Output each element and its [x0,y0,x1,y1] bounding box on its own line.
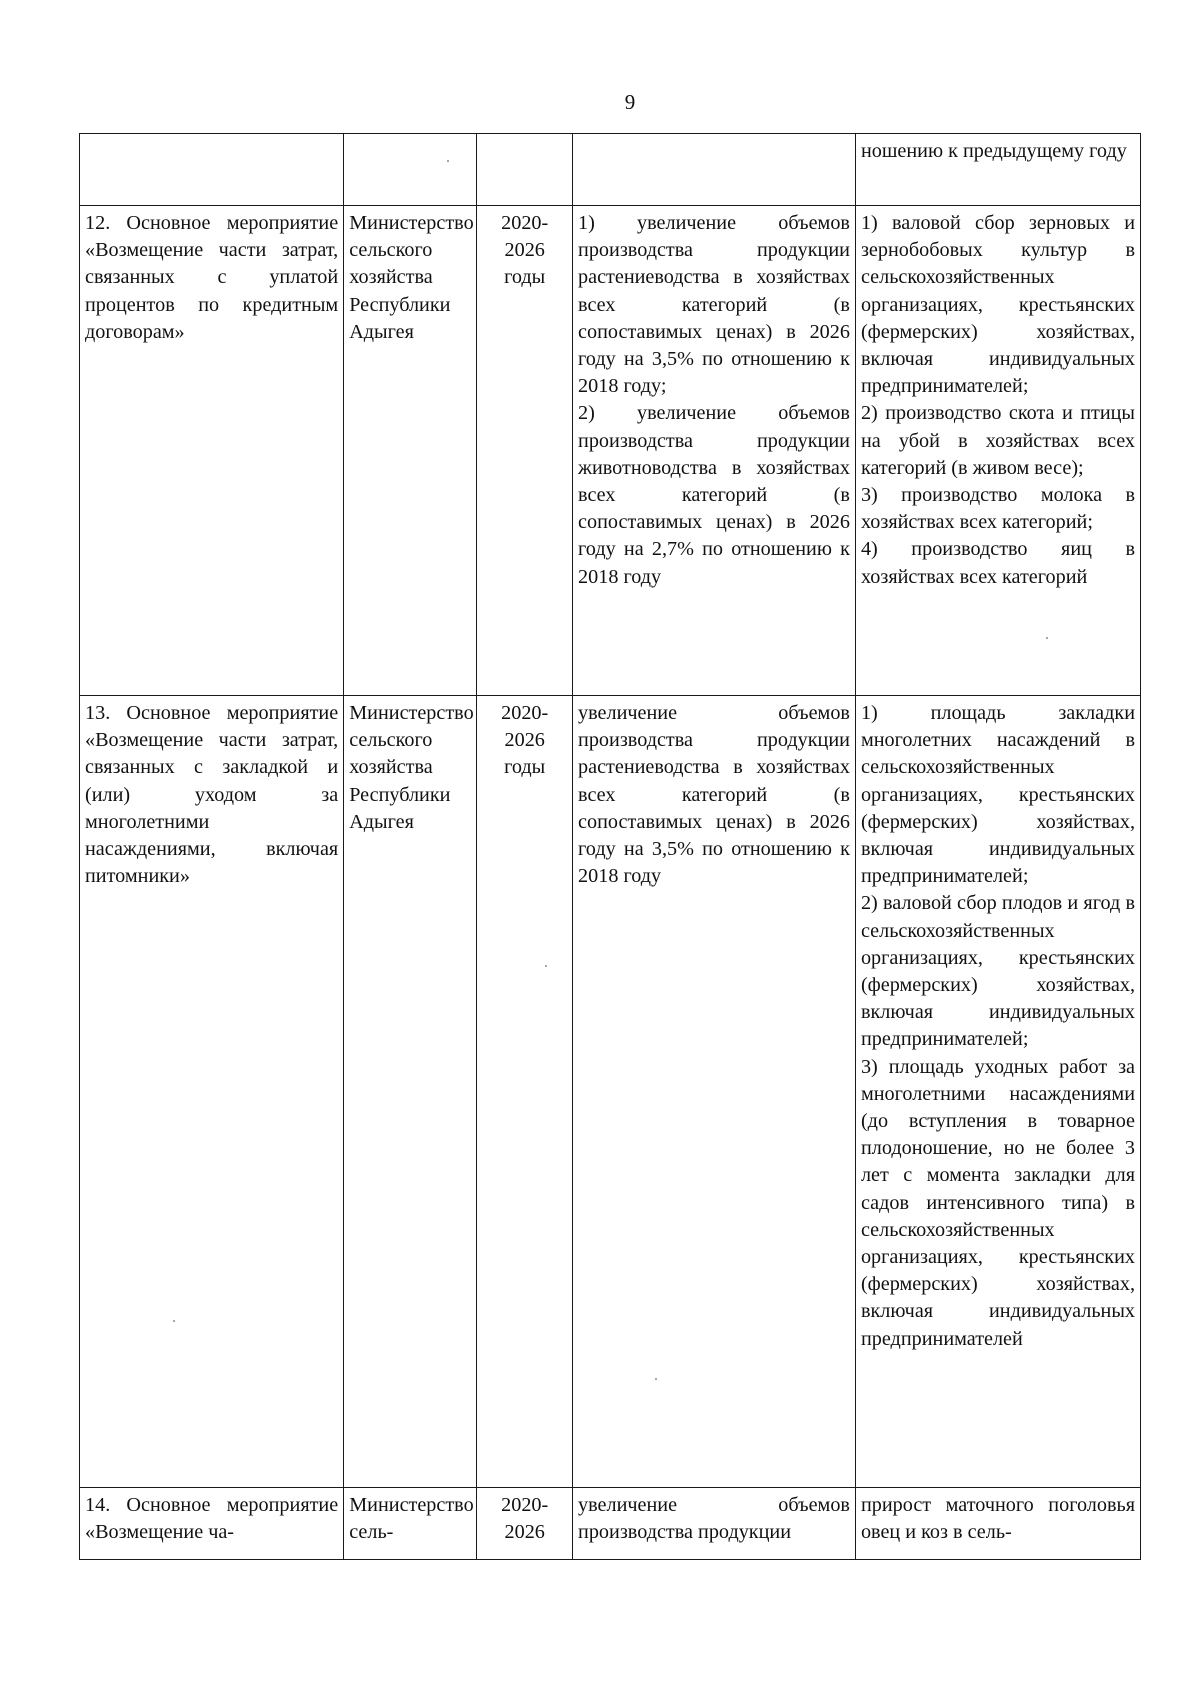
period-cell: 2020- 2026 годы [477,696,573,1488]
result-cell [573,134,856,206]
scan-speck [447,160,449,162]
activity-cell [80,134,344,206]
period-cell [477,134,573,206]
period-cell: 2020- 2026 [477,1488,573,1560]
result-cell: увеличение объемов производства продукции растениеводства в хозяйствах всех категорий (в сопоставимых ценах) в 2026 году на 3,5% по отношению к 2018 году [573,696,856,1488]
table-row-activity-12 [80,206,1141,696]
period-cell: 2020- 2026 годы [477,206,573,696]
table-row-activity-13 [80,696,1141,1488]
table-row-continuation [80,134,1141,206]
scan-speck [1046,637,1048,639]
indicators-cell: прирост маточного поголовья овец и коз в сель- [855,1488,1140,1560]
scan-speck [545,965,547,967]
result-cell: 1) увеличение объемов производства продукции растениеводства в хозяйствах всех категорий (в сопоставимых ценах) в 2026 году на 3,5% по отношению к 2018 году; 2) увеличение объемов производства продукции животноводства в хозяйствах всех категорий (в сопоставимых ценах) в 2026 году на 2,7% по отношению к 2018 году [573,206,856,696]
executor-cell: Министерство сель- [344,1488,477,1560]
executor-cell: Министерство сельского хозяйства Республики Адыгея [344,206,477,696]
indicators-cell: ношению к предыдущему году [855,134,1140,206]
activity-cell: 14. Основное мероприятие «Возмещение ча- [80,1488,344,1560]
page-number: 9 [624,90,636,114]
program-activities-table [79,133,1141,1560]
indicators-cell: 1) площадь закладки многолетних насаждений в сельскохозяйственных организациях, крестьянских (фермерских) хозяйствах, включая индивидуальных предпринимателей; 2) валовой сбор плодов и ягод в сельскохозяйственных организациях, крестьянских (фермерских) хозяйствах, включая индивидуальных предпринимателей; 3) площадь уходных работ за многолетними насаждениями (до вступления в товарное плодоношение, но не более 3 лет с момента закладки для садов интенсивного типа) в сельскохозяйственных организациях, крестьянских (фермерских) хозяйствах, включая индивидуальных предпринимателей [855,696,1140,1488]
table-row-activity-14 [80,1488,1141,1560]
indicators-cell: 1) валовой сбор зерновых и зернобобовых культур в сельскохозяйственных организациях, крестьянских (фермерских) хозяйствах, включая индивидуальных предпринимателей; 2) производство скота и птицы на убой в хозяйствах всех категорий (в живом весе); 3) производство молока в хозяйствах всех категорий; 4) производство яиц в хозяйствах всех категорий [855,206,1140,696]
executor-cell [344,134,477,206]
activity-cell: 13. Основное мероприятие «Возмещение части затрат, связанных с закладкой и (или) уходом за многолетними насаждениями, включая питомники» [80,696,344,1488]
result-cell: увеличение объемов производства продукции [573,1488,856,1560]
scan-speck [173,1320,175,1322]
activity-cell: 12. Основное мероприятие «Возмещение части затрат, связанных с уплатой процентов по кредитным договорам» [80,206,344,696]
scan-speck [655,1378,657,1380]
executor-cell: Министерство сельского хозяйства Республики Адыгея [344,696,477,1488]
